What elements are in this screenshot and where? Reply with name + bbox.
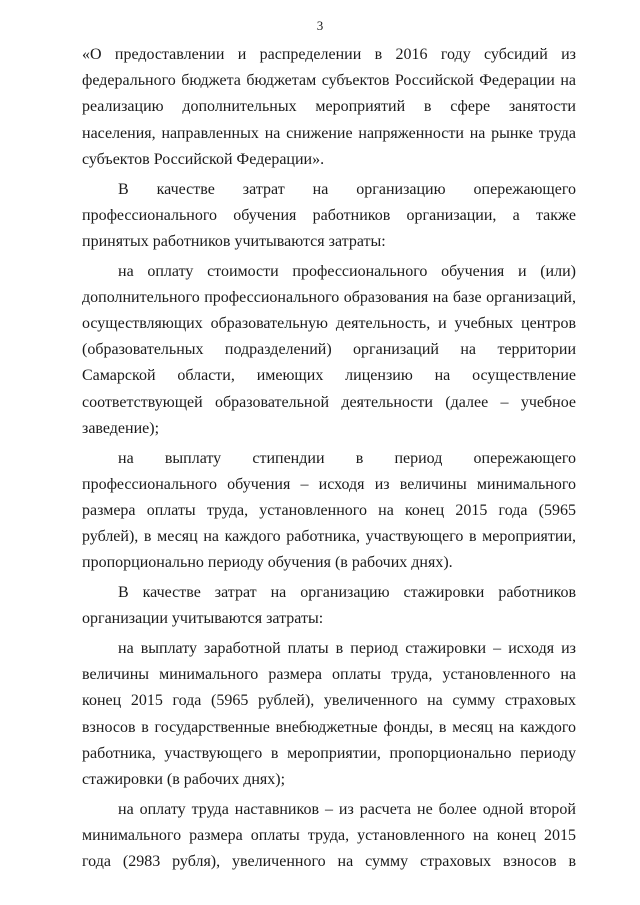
paragraph-internship-costs: В качестве затрат на организацию стажировки работников организации учитываются затраты:	[82, 584, 576, 628]
document-body	[82, 42, 576, 879]
paragraph-decree-title-continuation: «О предоставлении и распределении в 2016 году субсидий из федерального бюджета бюджетам субъектов Российской Федерации на реализацию дополнительных мероприятий в сфере занятости населения, направленных на снижение напряженности на рынке труда субъектов Российской Федерации».	[82, 46, 576, 168]
paragraph-mentor-pay: на оплату труда наставников – из расчета не более одной второй минимального размера оплаты труда, установленного на конец 2015 года (2983 рубля), увеличенного на сумму страховых взносов в	[82, 800, 576, 871]
paragraph-tuition-payment: на оплату стоимости профессионального обучения и (или) дополнительного профессионального образования на базе организаций, осуществляющих образовательную деятельность, и учебных центров (образовательных подразделений) организаций на территории Самарской области, имеющих лицензию на осуществление соответствующей образовательной деятельности (далее – учебное заведение);	[82, 262, 576, 437]
page-number: 3	[316, 18, 324, 33]
paragraph-advance-training-costs: В качестве затрат на организацию опережающего профессионального обучения работников организации, а также принятых работников учитываются затраты:	[82, 180, 576, 250]
paragraph-stipend-payment: на выплату стипендии в период опережающего профессионального обучения – исходя из величины минимального размера оплаты труда, установленного на конец 2015 года (5965 рублей), в месяц на каждого работника, участвующего в мероприятии, пропорционально периоду обучения (в рабочих днях).	[82, 449, 576, 572]
paragraph-internship-wages: на выплату заработной платы в период стажировки – исходя из величины минимального размера оплаты труда, установленного на конец 2015 года (5965 рублей), увеличенного на сумму страховых взносов в государственные внебюджетные фонды, в месяц на каждого работника, участвующего в мероприятии, пропорционально периоду стажировки (в рабочих днях);	[82, 639, 576, 788]
